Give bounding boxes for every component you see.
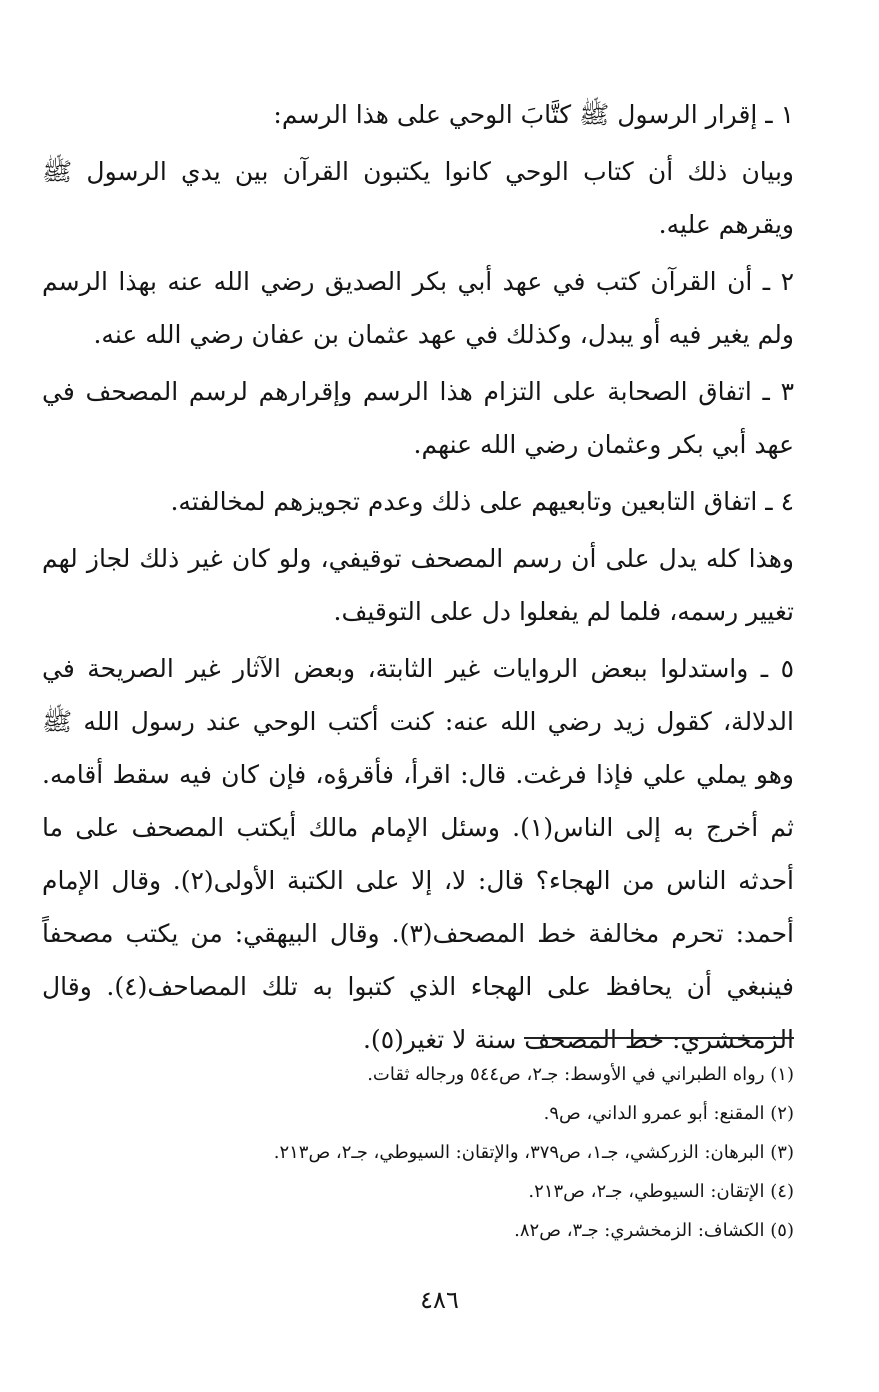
footnotes <box>42 1055 794 1250</box>
paragraph-6: وهذا كله يدل على أن رسم المصحف توقيفي، ولو كان غير ذلك لجاز لهم تغيير رسمه، فلما لم يفعلوا دل على التوقيف. <box>42 544 794 626</box>
paragraph-5: ٤ ـ اتفاق التابعين وتابعيهم على ذلك وعدم تجويزهم لمخالفته. <box>170 487 794 516</box>
footnote-2: (٢) المقنع: أبو عمرو الداني، ص٩. <box>543 1103 794 1124</box>
footnote-5: (٥) الكشاف: الزمخشري: جـ٣، ص٨٢. <box>514 1220 794 1241</box>
footnote-3: (٣) البرهان: الزركشي، جـ١، ص٣٧٩، والإتقان: السيوطي، جـ٢، ص٢١٣. <box>273 1142 794 1163</box>
paragraph-3: ٢ ـ أن القرآن كتب في عهد أبي بكر الصديق رضي الله عنه بهذا الرسم ولم يغير فيه أو يبدل، وكذلك في عهد عثمان بن عفان رضي الله عنه. <box>42 267 794 349</box>
paragraph-7: ٥ ـ واستدلوا ببعض الروايات غير الثابتة، وبعض الآثار غير الصريحة في الدلالة، كقول زيد رضي الله عنه: كنت أكتب الوحي عند رسول الله ﷺ وهو يملي علي فإذا فرغت. قال: اقرأ، فأقرؤه، فإن كان فيه سقط أقامه. ثم أخرج به إلى الناس(١). وسئل الإمام مالك أيكتب المصحف على ما أحدثه الناس من الهجاء؟ قال: لا، إلا على الكتبة الأولى(٢). وقال الإمام أحمد: تحرم مخالفة خط المصحف(٣). وقال البيهقي: من يكتب مصحفاً فينبغي أن يحافظ على الهجاء الذي كتبوا به تلك المصاحف(٤). وقال الزمخشري: خط المصحف سنة لا تغير(٥). <box>42 654 795 1054</box>
page-number: ٤٨٦ <box>420 1286 459 1314</box>
footnote-1: (١) رواه الطبراني في الأوسط: جـ٢، ص٥٤٤ ورجاله ثقات. <box>367 1064 794 1085</box>
footnote-separator <box>524 1037 794 1039</box>
footnote-4: (٤) الإتقان: السيوطي، جـ٢، ص٢١٣. <box>528 1181 794 1202</box>
main-text <box>42 88 794 1070</box>
paragraph-1: ١ ـ إقرار الرسول ﷺ كتَّابَ الوحي على هذا الرسم: <box>273 100 794 129</box>
paragraph-4: ٣ ـ اتفاق الصحابة على التزام هذا الرسم وإقرارهم لرسم المصحف في عهد أبي بكر وعثمان رضي الله عنهم. <box>42 377 794 459</box>
paragraph-2: وبيان ذلك أن كتاب الوحي كانوا يكتبون القرآن بين يدي الرسول ﷺ ويقرهم عليه. <box>42 157 794 239</box>
